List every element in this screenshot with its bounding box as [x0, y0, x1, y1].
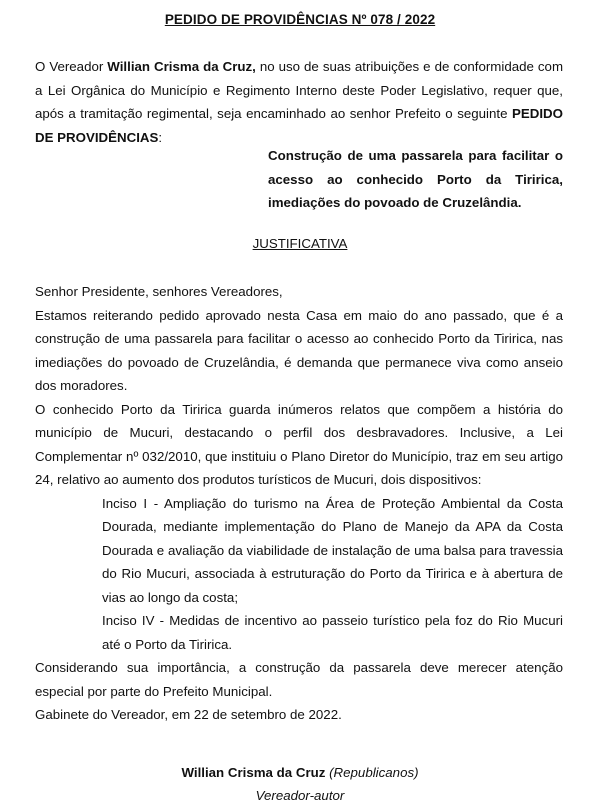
intro-colon: :	[158, 129, 163, 145]
intro-paragraph	[35, 55, 563, 149]
justification-paragraph-1: Estamos reiterando pedido aprovado nesta Casa em maio do ano passado, que é a construção de uma passarela para facilitar o acesso ao conhecido Porto da Tiririca, nas imediações do povoado de Cruzelândia, é demanda que permanece viva como anseio dos moradores.	[35, 307, 563, 393]
signature-role: Vereador-autor	[255, 788, 345, 803]
justification-body	[35, 280, 563, 727]
document-title: PEDIDO DE PROVIDÊNCIAS Nº 078 / 2022	[164, 12, 436, 27]
signature-party: (Republicanos)	[329, 765, 419, 780]
signature-author: Willian Crisma da Cruz	[181, 765, 326, 780]
intro-text-2: no uso de suas atribuições e de conformidade com a Lei Orgânica do Município e Regimento Interno deste Poder Legislativo, requer que, após a tramitação regimental, seja encaminhado ao senhor Prefeito o seguinte	[35, 59, 564, 121]
justification-paragraph-2: O conhecido Porto da Tiririca guarda inúmeros relatos que compõem a história do município de Mucuri, destacando o perfil dos desbravadores. Inclusive, a Lei Complementar nº 032/2010, que instituiu o Plano Diretor do Município, traz em seu artigo 24, relativo ao aumento dos produtos turísticos de Mucuri, dois dispositivos:	[35, 401, 563, 487]
intro-request-label: PEDIDO DE PROVIDÊNCIAS	[35, 106, 563, 145]
intro-author: Willian Crisma da Cruz,	[107, 59, 256, 74]
request-text: Construção de uma passarela para facilitar o acesso ao conhecido Porto da Tiririca, imediações do povoado de Cruzelândia.	[268, 148, 563, 210]
signature-name	[0, 765, 600, 780]
salutation: Senhor Presidente, senhores Vereadores,	[35, 284, 283, 299]
inciso-4: Inciso IV - Medidas de incentivo ao passeio turístico pela foz do Rio Mucuri até o Porto da Tiririca.	[102, 613, 563, 652]
closing-line: Gabinete do Vereador, em 22 de setembro de 2022.	[35, 707, 342, 722]
intro-text-1: O Vereador	[35, 59, 108, 74]
justification-title: JUSTIFICATIVA	[252, 236, 348, 251]
inciso-1: Inciso I - Ampliação do turismo na Área de Proteção Ambiental da Costa Dourada, mediante implementação do Plano de Manejo da APA da Costa Dourada e avaliação da viabilidade de instalação de uma balsa para travessia do Rio Mucuri, associada à estruturação do Porto da Tiririca e à abertura de vias ao longo da costa;	[102, 495, 563, 605]
justification-paragraph-3: Considerando sua importância, a construção da passarela deve merecer atenção especial por parte do Prefeito Municipal.	[35, 660, 563, 699]
